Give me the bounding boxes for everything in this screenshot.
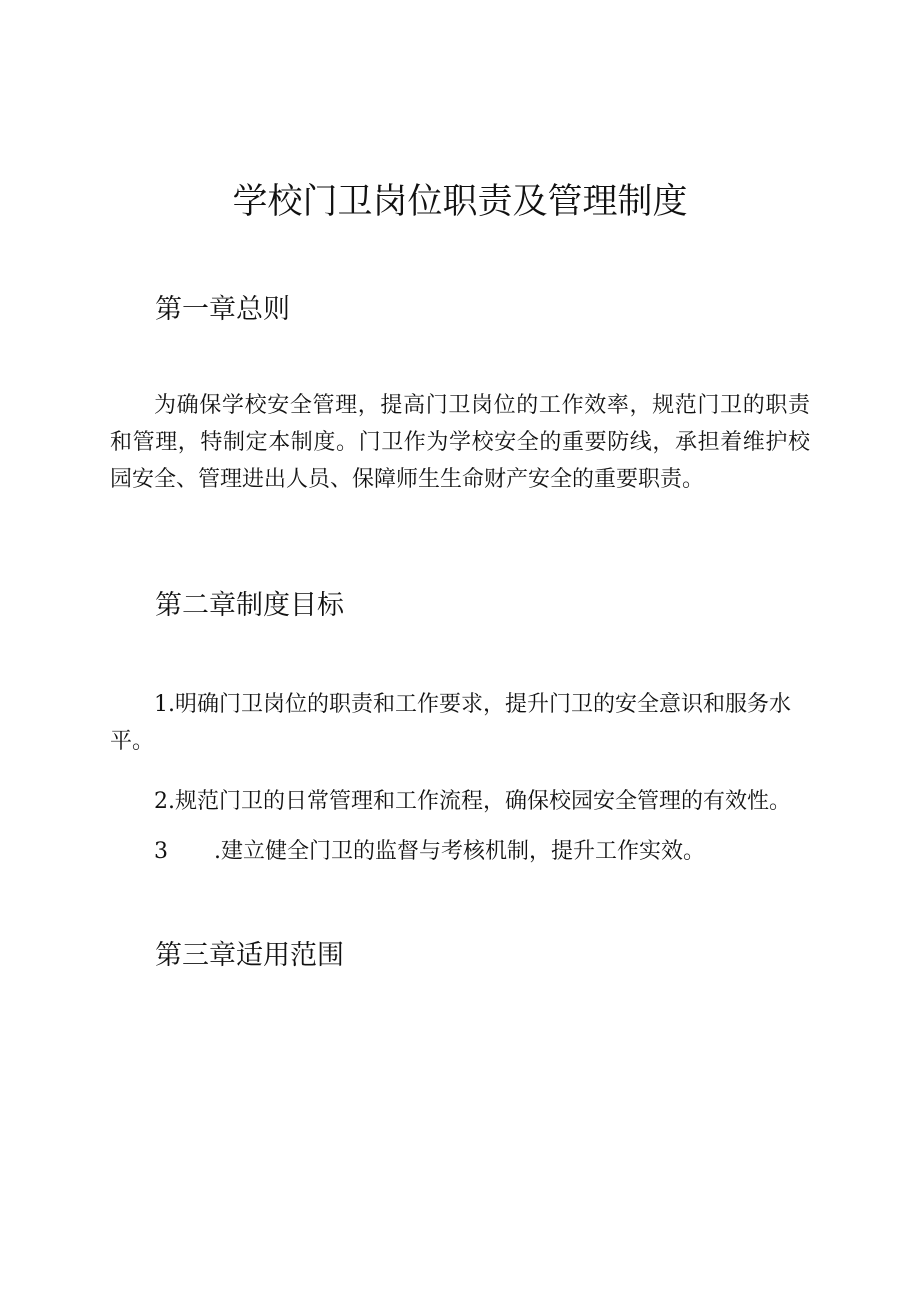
chapter-1-heading: 第一章总则 [155,294,290,325]
chapter-3-heading: 第三章适用范围 [155,940,344,971]
list-item-text: .明确门卫岗位的职责和工作要求，提升门卫的安全意识和服务水平。 [110,692,791,754]
list-item-text: .建立健全门卫的监督与考核机制，提升工作实效。 [214,839,705,864]
list-item-number: 1 [154,692,168,717]
document-title: 学校门卫岗位职责及管理制度 [232,182,688,222]
chapter-1-paragraph: 为确保学校安全管理，提高门卫岗位的工作效率，规范门卫的职责和管理，特制定本制度。门卫作为学校安全的重要防线，承担着维护校园安全、管理进出人员、保障师生生命财产安全的重要职责。 [110,393,810,492]
list-item-text: .规范门卫的日常管理和工作流程，确保校园安全管理的有效性。 [168,789,791,814]
list-item-number: 2 [154,789,168,814]
list-item [110,686,815,760]
chapter-2-heading: 第二章制度目标 [155,590,344,621]
list-item [110,833,815,870]
list-item [110,783,815,820]
list-item-number: 3 [154,839,168,864]
